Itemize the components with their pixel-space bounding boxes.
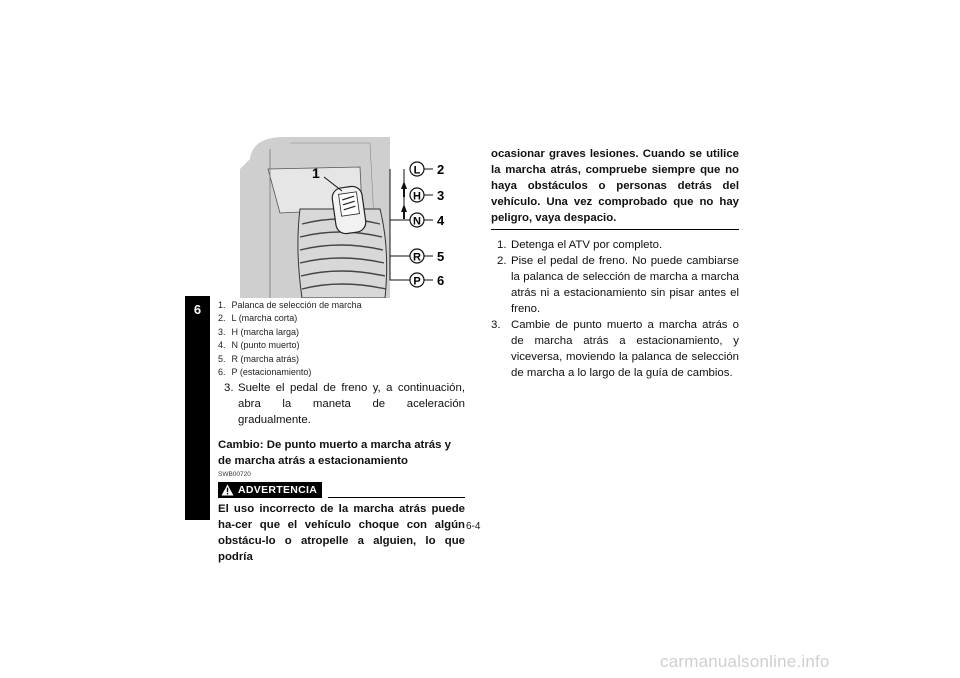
caption-item: 2. L (marcha corta) [218, 313, 298, 324]
section-tab [185, 296, 210, 520]
caption-item: 5. R (marcha atrás) [218, 353, 300, 364]
gate-letter-r: R [413, 251, 421, 264]
warning-rule [328, 496, 465, 498]
watermark: carmanualsonline.info [660, 652, 830, 671]
gate-number-2: 2 [437, 162, 445, 177]
gate-number-6: 6 [437, 273, 445, 288]
warning-continuation: ocasionar graves lesiones. Cuando se utilice la marcha atrás, compruebe siempre que no haya obstáculos o personas detrás del vehículo. Una vez comprobado que no hay peligro, vaya despacio. [491, 148, 739, 224]
step-item: 1. Detenga el ATV por completo. [497, 239, 663, 251]
figure-captions [218, 299, 362, 379]
warning-text: El uso incorrecto de la marcha atrás puede ha-cer que el vehículo choque con algún obstácu-lo o atropelle a alguien, lo que podría [218, 503, 465, 563]
step-item: 2. Pise el pedal de freno. No puede cambiarse la palanca de selección de marcha a marcha atrás ni a estacionamiento sin pisar antes el freno. [497, 255, 739, 315]
warning-code: SWB00720 [218, 471, 251, 478]
callout-1: 1 [312, 165, 320, 181]
gate-letter-l: L [413, 164, 421, 177]
gate-number-4: 4 [437, 213, 445, 228]
gate-number-5: 5 [437, 249, 445, 264]
warning-badge: ADVERTENCIA [218, 482, 322, 498]
right-column [491, 146, 739, 381]
lever-knob [331, 185, 367, 235]
section-heading: Cambio: De punto muerto a marcha atrás y de marcha atrás a estacionamiento [218, 439, 451, 467]
warning-header [218, 480, 465, 498]
page-number: 6-4 [466, 521, 481, 532]
gate-number-3: 3 [437, 188, 445, 203]
gate-letter-p: P [413, 275, 421, 288]
caption-item: 1. Palanca de selección de marcha [218, 300, 362, 310]
step-3-resume: 3. Suelte el pedal de freno y, a continuación, abra la maneta de aceleración gradualmente. [224, 382, 465, 426]
step-item: 3. Cambie de punto muerto a marcha atrás o de marcha atrás a estacionamiento, y viceversa, moviendo la palanca de selección de marcha a lo largo de la guía de cambios. [491, 319, 739, 379]
gate-letter-h: H [413, 190, 421, 203]
caption-item: 4. N (punto muerto) [218, 340, 300, 351]
warning-triangle-icon [221, 484, 234, 496]
section-tab-number: 6 [193, 302, 202, 317]
warning-end-rule [491, 229, 739, 230]
gear-selector-illustration [240, 129, 466, 298]
gate-letter-n: N [413, 215, 421, 228]
steps-list [491, 237, 739, 381]
caption-item: 6. P (estacionamiento) [218, 367, 312, 378]
caption-item: 3. H (marcha larga) [218, 326, 300, 337]
left-column [218, 380, 465, 565]
